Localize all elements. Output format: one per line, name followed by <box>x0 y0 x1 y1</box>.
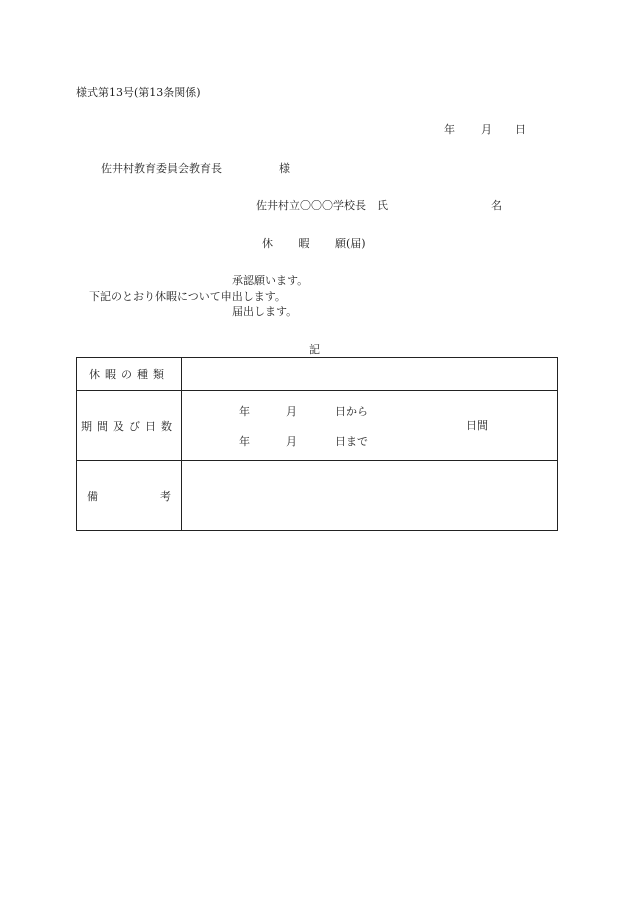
document-title <box>262 238 366 249</box>
section-mark: 記 <box>309 343 320 356</box>
leave-type-label-cell <box>77 358 182 391</box>
period-start-month: 月 <box>286 405 297 418</box>
date-year-label: 年 <box>444 123 455 136</box>
leave-type-value-cell[interactable] <box>182 358 558 391</box>
document-title-part2: 暇 <box>298 237 310 250</box>
table-row-period <box>77 391 558 461</box>
period-end-year: 年 <box>239 435 250 448</box>
remarks-label-left: 備 <box>87 489 98 503</box>
date-month-label: 月 <box>481 123 492 136</box>
period-end-day: 日まで <box>335 435 368 448</box>
leave-type-label: 休暇の種類 <box>89 368 169 381</box>
table-row-leave-type <box>77 358 558 391</box>
body-option-notify: 届出します。 <box>232 305 298 318</box>
period-start-year: 年 <box>239 405 250 418</box>
remarks-label-cell <box>77 461 182 531</box>
remarks-label-right: 考 <box>160 489 171 503</box>
document-title-part3: 願(届) <box>335 237 366 250</box>
document-title-part1: 休 <box>262 237 273 250</box>
date-day-label: 日 <box>515 123 526 136</box>
table-row-remarks <box>77 461 558 531</box>
remarks-value-cell[interactable] <box>182 461 558 531</box>
addressee-name: 佐井村教育委員会教育長 <box>101 162 222 175</box>
period-days: 日間 <box>466 419 488 432</box>
body-main-line: 下記のとおり休暇について申出します。 <box>89 290 286 303</box>
applicant-title: 佐井村立〇〇〇学校長 氏 <box>256 199 388 212</box>
period-end-month: 月 <box>286 435 297 448</box>
body-option-request: 承認願います。 <box>232 274 309 287</box>
leave-form-table <box>76 357 558 531</box>
addressee-honorific: 様 <box>279 162 290 175</box>
applicant-name-suffix: 名 <box>491 199 502 212</box>
period-start-day: 日から <box>335 405 368 418</box>
period-label: 期間及び日数 <box>81 419 177 433</box>
period-label-cell <box>77 391 182 461</box>
period-value-cell[interactable] <box>182 391 558 461</box>
form-number: 様式第13号(第13条関係) <box>76 86 201 99</box>
